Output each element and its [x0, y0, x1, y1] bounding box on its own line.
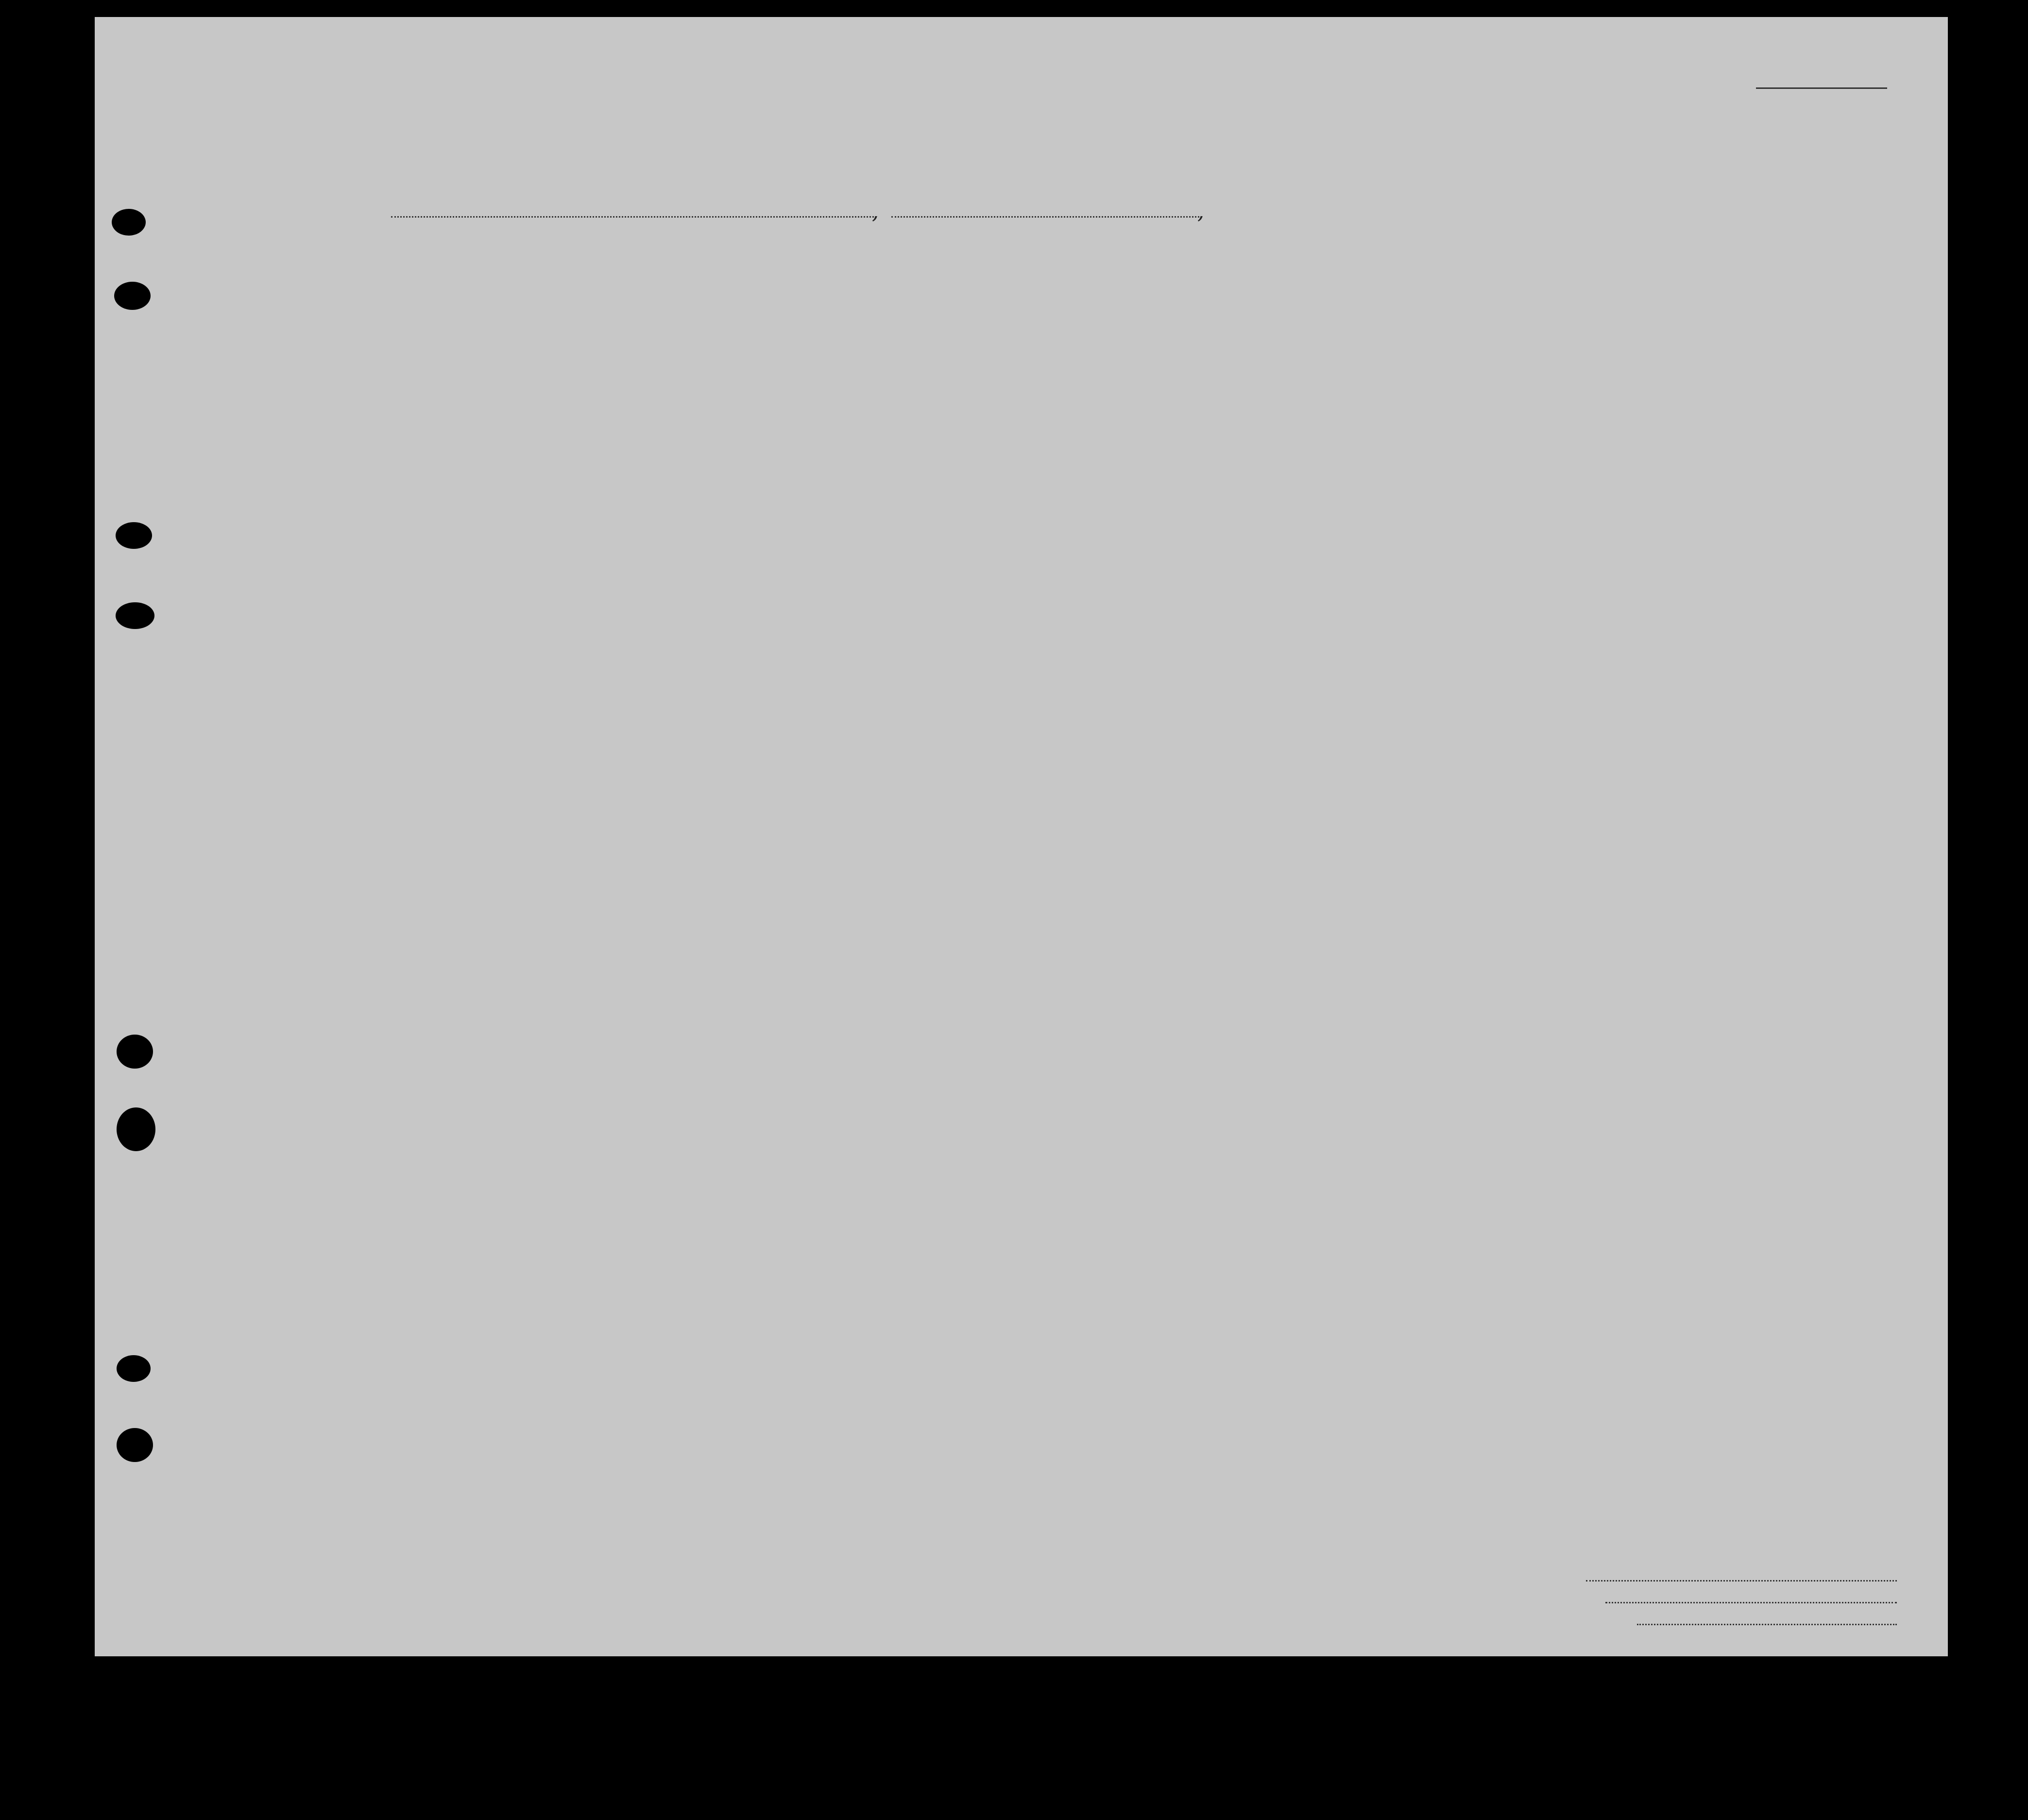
punch-hole: [117, 1107, 155, 1151]
punch-hole: [117, 1035, 153, 1069]
punch-hole: [114, 282, 151, 310]
punch-hole: [112, 209, 146, 236]
agents-field[interactable]: [1637, 1624, 1897, 1625]
owners-field[interactable]: [1605, 1602, 1897, 1603]
punch-hole: [117, 1428, 153, 1462]
line-field[interactable]: [1586, 1580, 1897, 1582]
punch-hole: [117, 1355, 151, 1382]
grid-lines: [95, 17, 1948, 1656]
punch-hole: [116, 602, 154, 629]
punch-hole: [116, 522, 152, 549]
manifest-sheet: , ,: [95, 17, 1948, 1656]
